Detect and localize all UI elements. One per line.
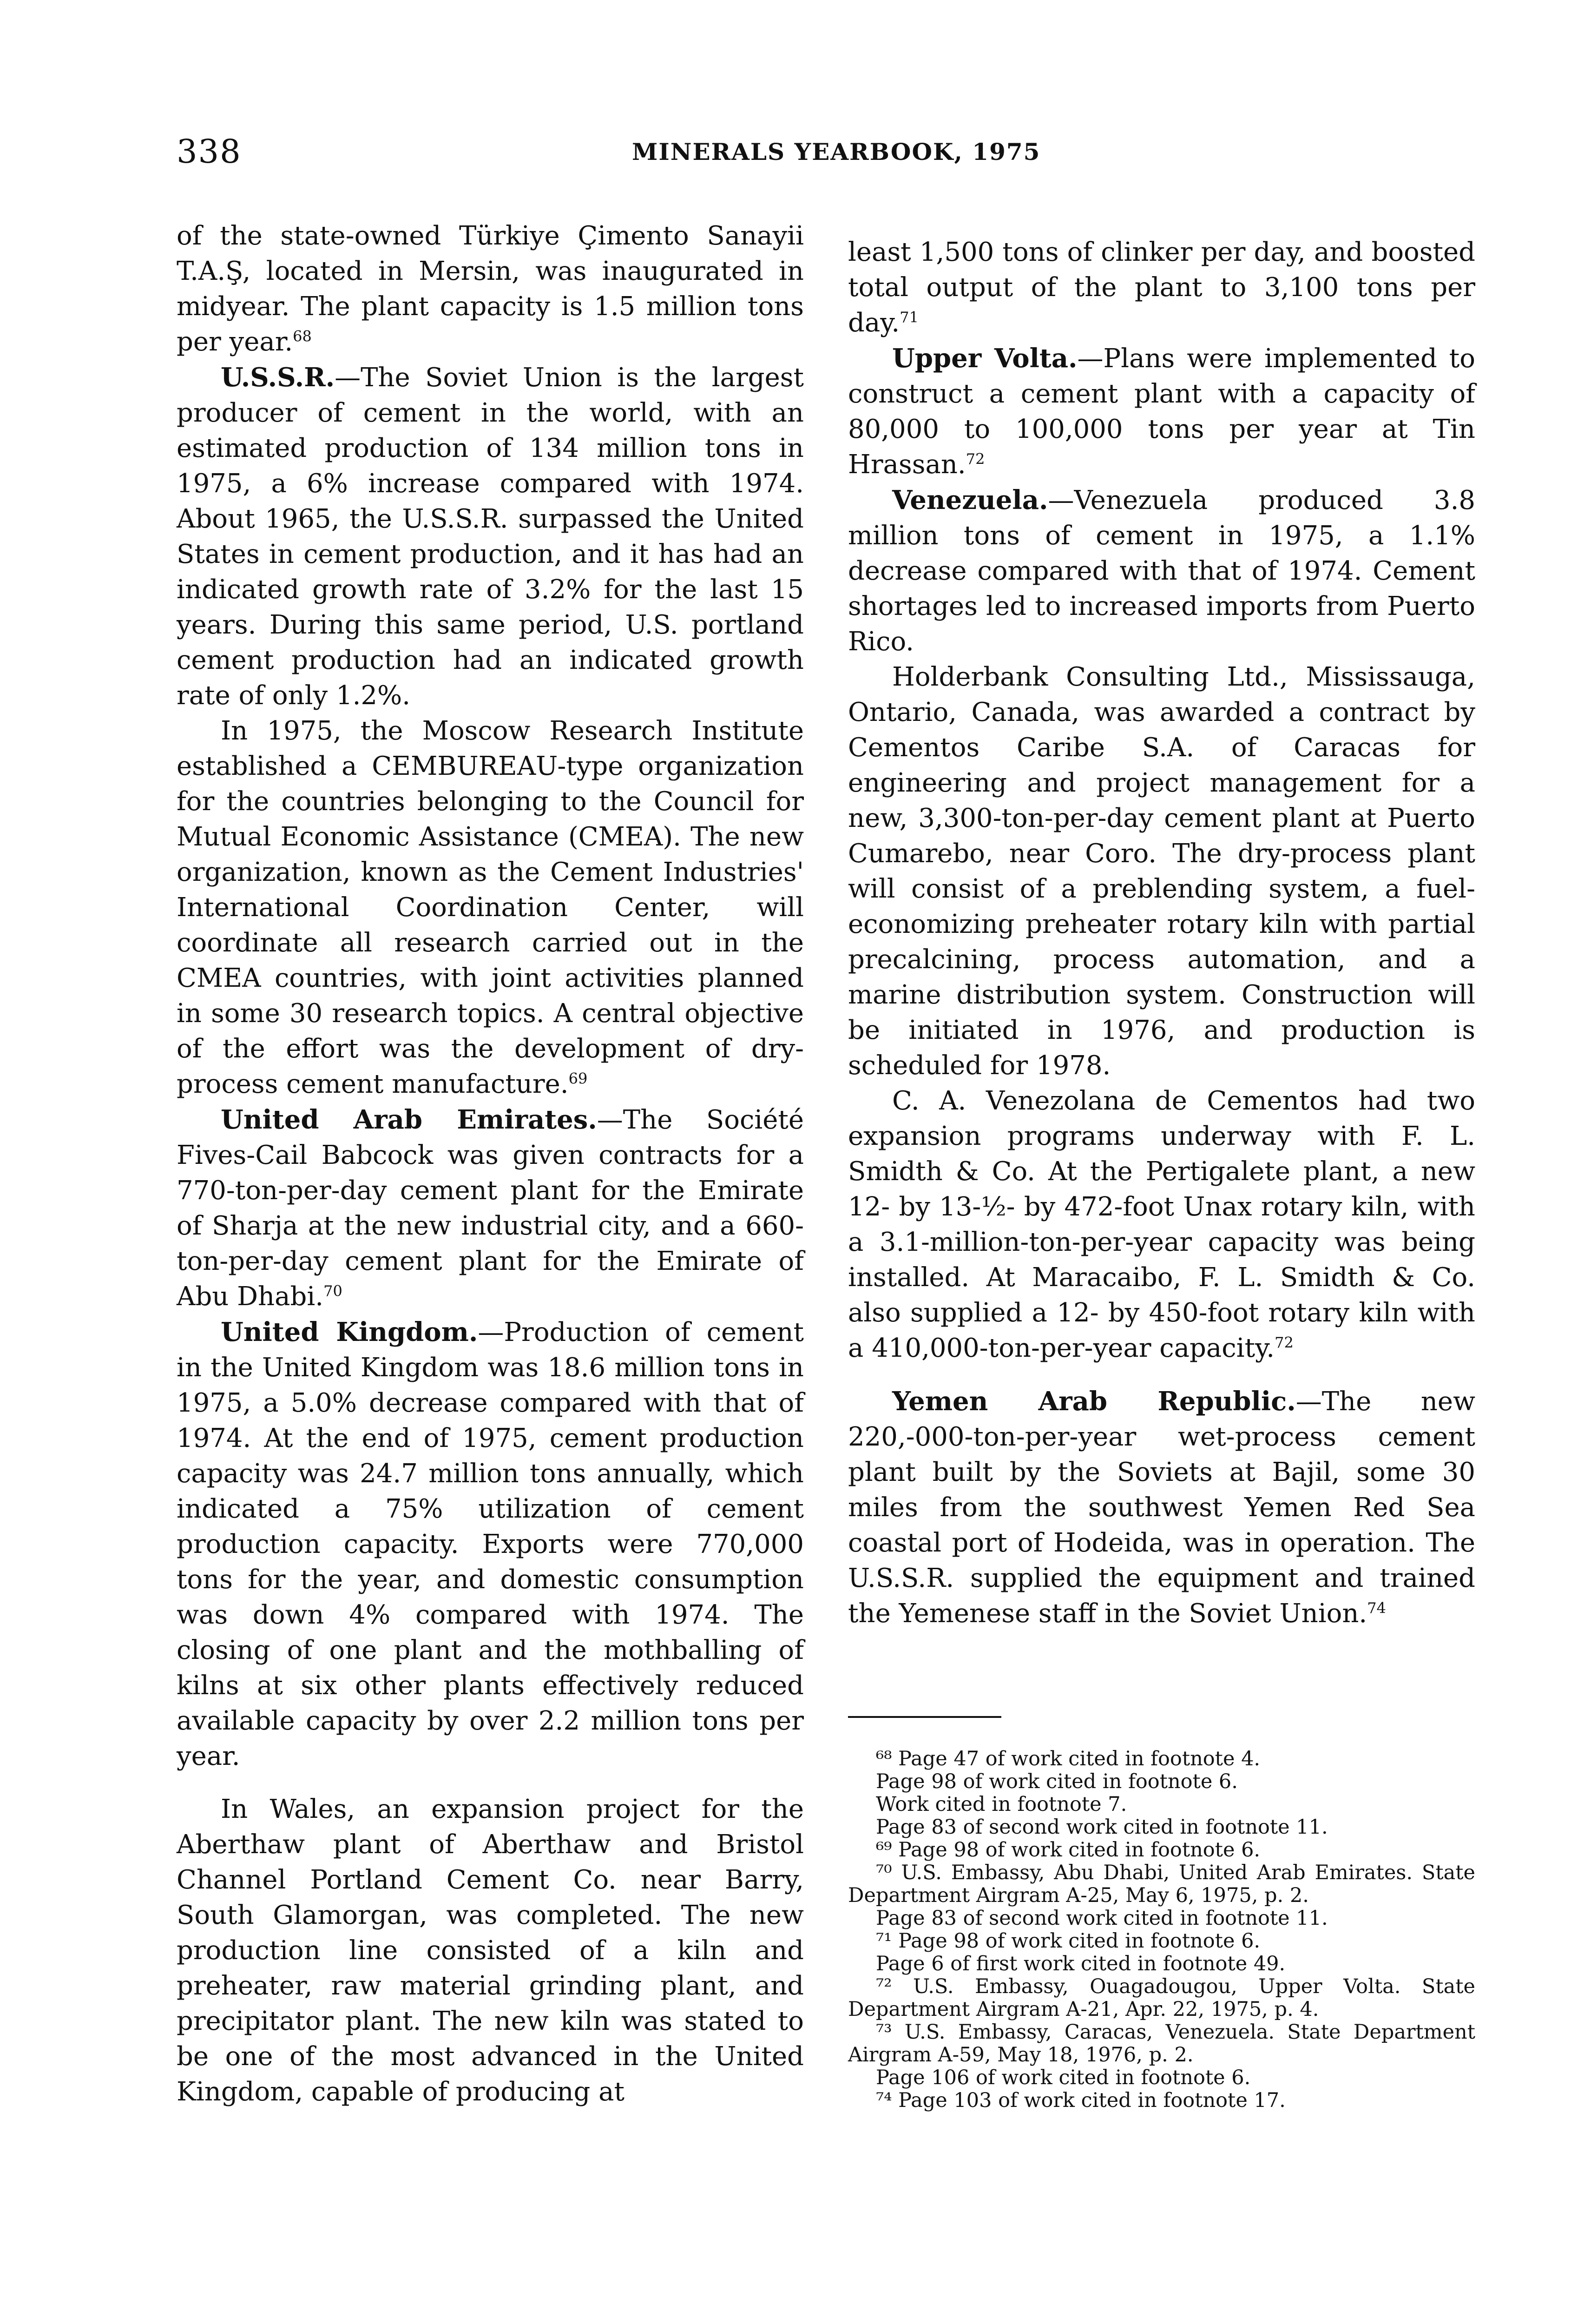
moscow-paragraph: In 1975, the Moscow Research Institute established a CEMBUREAU-type organization for the countries belonging to the Council for Mutual Economic Assistance (CMEA). The new organization, known as the Cement Industries' International Coordination Center, will coordinate all research carried out in the CMEA countries, with joint activities planned in some 30 research topics. A central objective of the effort was the development of dry-process cement manufacture.$^{69}$ [177,716,804,1099]
holderbank-paragraph: Holderbank Consulting Ltd., Mississauga, Ontario, Canada, was awarded a contract by Cementos Caribe S.A. of Caracas for engineering and project management for a new, 3,300-ton-per-day cement plant at Puerto Cumarebo, near Coro. The dry-process plant will consist of a preblending system, a fuel-economizing preheater rotary kiln with partial precalcining, process automation, and a marine distribution system. Construction will be initiated in 1976, and production is scheduled for 1978. [848,662,1475,1081]
section-heading-uae: United Arab Emirates. [221,1104,597,1135]
venezolana-paragraph: C. A. Venezolana de Cementos had two expansion programs underway with F. L. Smidth & Co. At the Pertigalete plant, a new 12- by 13-½- by 472-foot Unax rotary kiln, with a 3.1-million-ton-per-year capacity was being installed. At Maracaibo, F. L. Smidth & Co. also supplied a 12- by 450-foot rotary kiln with a 410,000-ton-per-year capacity.$^{72}$ [848,1086,1475,1363]
left-column [177,218,804,2110]
uae-paragraph: United Arab Emirates.—The Société Fives-Cail Babcock was given contracts for a 770-ton-per-day cement plant for the Emirate of Sharja at the new industrial city, and a 660-ton-per-day cement plant for the Emirate of Abu Dhabi.$^{70}$ [177,1104,804,1312]
footnote: ⁶⁹ Page 98 of work cited in footnote 6. [876,1838,1261,1862]
page-header [177,132,1050,184]
footnotes [848,1748,1475,2112]
continuation-paragraph: least 1,500 tons of clinker per day, and boosted total output of the plant to 3,100 tons per day.$^{71}$ [848,237,1475,338]
footnote-ref: 70 [323,1282,342,1300]
venezuela-paragraph: Venezuela.—Venezuela produced 3.8 million tons of cement in 1975, a 1.1% decrease compared with that of 1974. Cement shortages led to increased imports from Puerto Rico. [848,485,1475,657]
footnote: ⁷⁰ U.S. Embassy, Abu Dhabi, United Arab Emirates. State Department Airgram A-25, May 6, 1975, p. 2. [848,1861,1475,1907]
footnote-ref: 68 [293,327,312,345]
footnote-ref: 72 [966,450,985,468]
footnote: Page 6 of first work cited in footnote 49. [876,1952,1286,1975]
footnote: ⁷⁴ Page 103 of work cited in footnote 17. [876,2089,1286,2112]
footnote: ⁷² U.S. Embassy, Ouagadougou, Upper Volta. State Department Airgram A-21, Apr. 22, 1975, p. 4. [848,1975,1475,2021]
section-heading-yemen: Yemen Arab Republic. [892,1386,1296,1417]
ussr-paragraph: U.S.S.R.—The Soviet Union is the largest producer of cement in the world, with an estimated production of 134 million tons in 1975, a 6% increase compared with 1974. About 1965, the U.S.S.R. surpassed the United States in cement production, and it has had an indicated growth rate of 3.2% for the last 15 years. During this same period, U.S. portland cement production had an indicated growth rate of only 1.2%. [177,362,804,711]
running-title: MINERALS YEARBOOK, 1975 [632,138,1041,165]
page-number: 338 [177,132,242,171]
footnote: Page 83 of second work cited in footnote 11. [876,1907,1328,1930]
turkey-paragraph: of the state-owned Türkiye Çimento Sanayii T.A.Ş, located in Mersin, was inaugurated in midyear. The plant capacity is 1.5 million tons per year.$^{68}$ [177,221,804,357]
uk-paragraph: United Kingdom.—Production of cement in the United Kingdom was 18.6 million tons in 1975, a 5.0% decrease compared with that of 1974. At the end of 1975, cement production capacity was 24.7 million tons annually, which indicated a 75% utilization of cement production capacity. Exports were 770,000 tons for the year, and domestic consumption was down 4% compared with 1974. The closing of one plant and the mothballing of kilns at six other plants effectively reduced available capacity by over 2.2 million tons per year. [177,1317,804,1771]
footnote: Page 83 of second work cited in footnote 11. [876,1816,1328,1839]
footnote: Page 106 of work cited in footnote 6. [876,2066,1251,2089]
footnote-ref: 72 [1275,1334,1294,1352]
right-column [848,235,1475,1631]
footnote: ⁷¹ Page 98 of work cited in footnote 6. [876,1929,1261,1953]
section-heading-venezuela: Venezuela. [892,485,1048,515]
section-heading-uk: United Kingdom. [221,1317,478,1347]
section-heading-upper-volta: Upper Volta. [892,343,1078,374]
footnote: Work cited in footnote 7. [876,1793,1127,1816]
footnote-divider [848,1716,1001,1718]
footnote: ⁷³ U.S. Embassy, Caracas, Venezuela. State Department Airgram A-59, May 18, 1976, p. 2. [848,2020,1475,2067]
yemen-paragraph: Yemen Arab Republic.—The new 220,-000-ton-per-year wet-process cement plant built by the Soviets at Bajil, some 30 miles from the southwest Yemen Red Sea coastal port of Hodeida, was in operation. The U.S.S.R. supplied the equipment and trained the Yemenese staff in the Soviet Union.$^{74}$ [848,1386,1475,1629]
footnote-ref: 71 [900,308,919,326]
section-heading-ussr: U.S.S.R. [221,362,335,393]
wales-paragraph: In Wales, an expansion project for the Aberthaw plant of Aberthaw and Bristol Channel Portland Cement Co. near Barry, South Glamorgan, was completed. The new production line consisted of a kiln and preheater, raw material grinding plant, and precipitator plant. The new kiln was stated to be one of the most advanced in the United Kingdom, capable of producing at [177,1794,804,2107]
footnote: ⁶⁸ Page 47 of work cited in footnote 4. [876,1747,1261,1770]
footnote-ref: 74 [1367,1599,1386,1617]
footnote-ref: 69 [568,1070,588,1088]
footnote: Page 98 of work cited in footnote 6. [876,1770,1238,1793]
upper-volta-paragraph: Upper Volta.—Plans were implemented to construct a cement plant with a capacity of 80,000 to 100,000 tons per year at Tin Hrassan.$^{72}$ [848,343,1475,480]
